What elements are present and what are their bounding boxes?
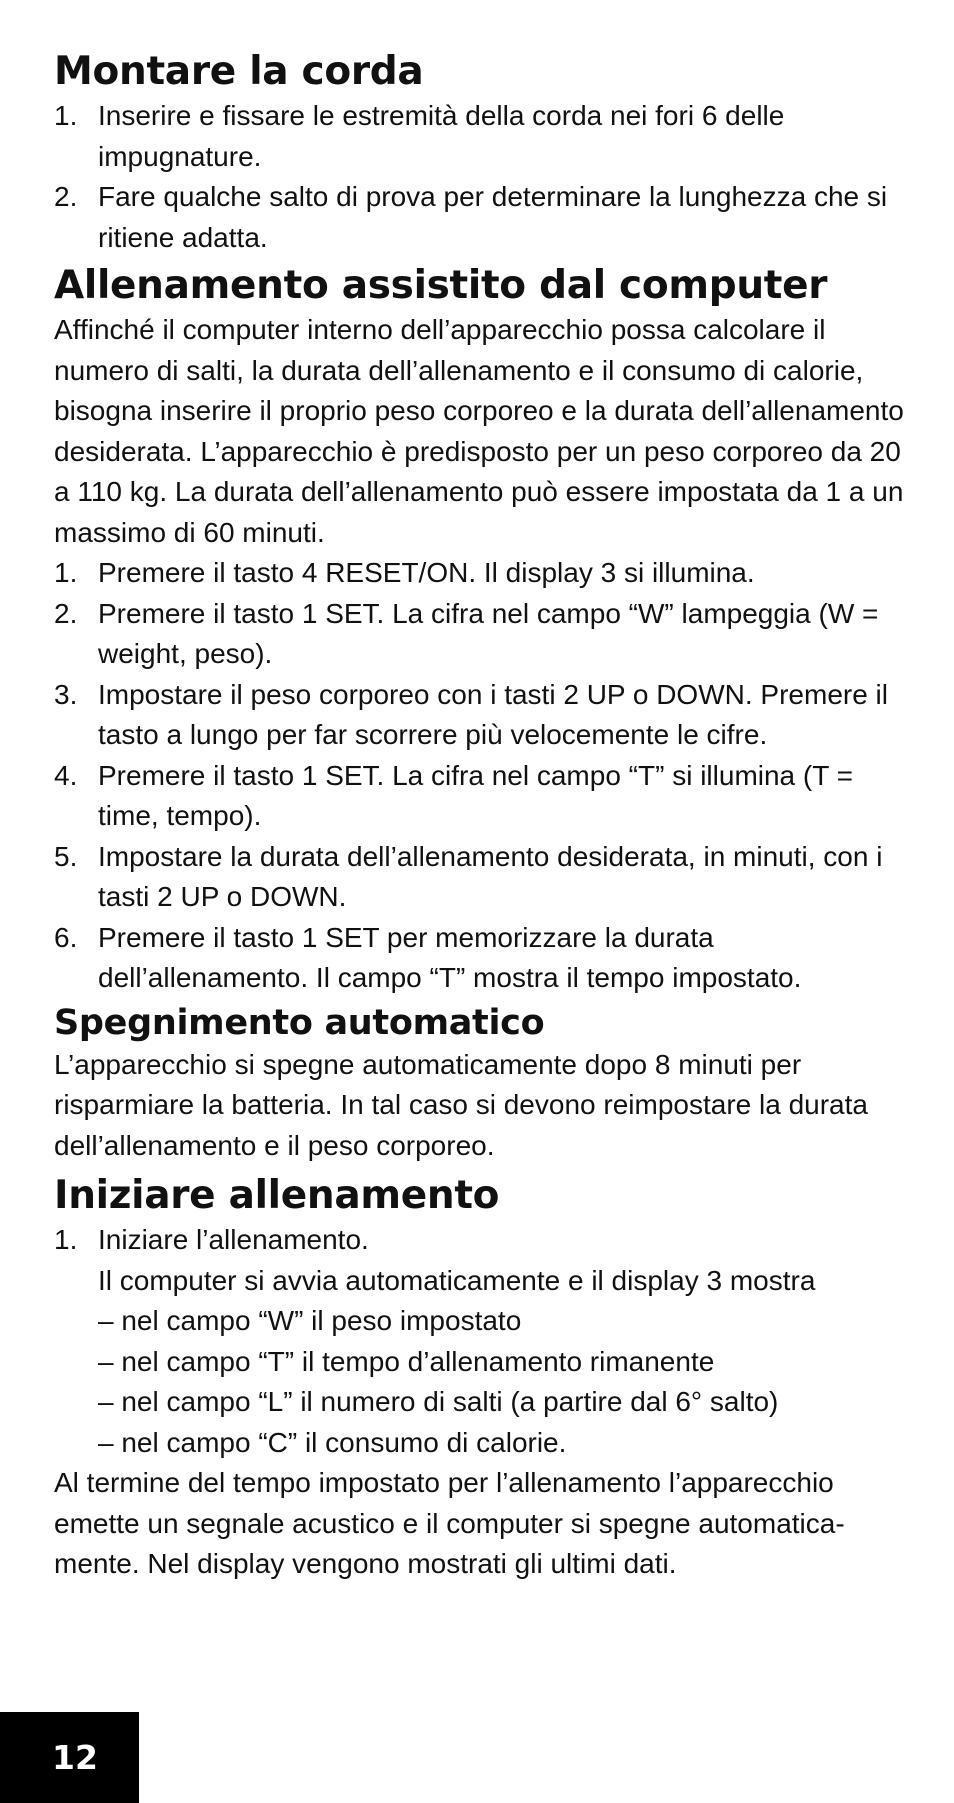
list-number: 2. bbox=[54, 597, 78, 629]
list-number: 3. bbox=[54, 678, 78, 710]
intro-paragraph: Affinché il computer interno dell’apparecchio possa calcolare il numero di salti, la durata dell’allenamento e il consumo di calorie, bisogna inserire il proprio peso corporeo e la durata dell’allenamento desiderata. L’apparecchio è predisposto per un peso corporeo da 20 a 110 kg. La durata dell’allenamento può essere impostata da 1 a un massimo di 60 minuti. bbox=[54, 314, 904, 548]
list-item bbox=[54, 918, 914, 999]
list-item bbox=[54, 756, 914, 837]
list-item bbox=[54, 177, 914, 258]
page-number: 12 bbox=[0, 1712, 139, 1803]
list-text: Fare qualche salto di prova per determinare la lunghezza che si ritiene adatta. bbox=[98, 181, 888, 253]
list-text: Impostare la durata dell’allenamento desiderata, in minuti, con i tasti 2 UP o DOWN. bbox=[98, 840, 883, 912]
list-text: Premere il tasto 1 SET per memorizzare la durata dell’allenamento. Il campo “T” mostra il tempo impostato. bbox=[98, 921, 802, 993]
dash-item: – nel campo “C” il consumo di calorie. bbox=[98, 1426, 567, 1458]
list-item bbox=[54, 553, 914, 594]
list-number: 1. bbox=[54, 100, 78, 131]
list-number: 5. bbox=[54, 840, 78, 872]
dash-item: – nel campo “L” il numero di salti (a partire dal 6° salto) bbox=[98, 1386, 779, 1417]
heading-iniziare-allenamento: Iniziare allenamento bbox=[54, 1173, 500, 1218]
heading-allenamento-assistito: Allenamento assistito dal computer bbox=[54, 263, 828, 308]
list-text: Premere il tasto 1 SET. La cifra nel campo “W” lampeggia (W = weight, peso). bbox=[98, 597, 879, 669]
list-subtext: Il computer si avvia automaticamente e il display 3 mostra bbox=[98, 1264, 816, 1296]
heading-spegnimento-automatico: Spegnimento automatico bbox=[54, 1002, 545, 1043]
list-number: 6. bbox=[54, 921, 78, 953]
list-text: Iniziare l’allenamento. bbox=[98, 1224, 369, 1255]
closing-paragraph: Al termine del tempo impostato per l’allenamento l’apparecchio emette un segnale acustico e il computer si spegne automatica-mente. Nel display vengono mostrati gli ultimi dati. bbox=[54, 1467, 845, 1579]
list-text: Inserire e fissare le estremità della corda nei fori 6 delle impugnature. bbox=[98, 100, 785, 172]
list-number: 1. bbox=[54, 557, 78, 588]
list-item bbox=[54, 594, 914, 675]
list-item bbox=[54, 1220, 914, 1261]
dash-item: – nel campo “T” il tempo d’allenamento rimanente bbox=[98, 1345, 715, 1377]
list-text: Impostare il peso corporeo con i tasti 2 UP o DOWN. Premere il tasto a lungo per far scorrere più velocemente le cifre. bbox=[98, 678, 889, 750]
heading-montare-la-corda: Montare la corda bbox=[54, 49, 424, 94]
list-item bbox=[54, 675, 914, 756]
auto-off-paragraph: L’apparecchio si spegne automaticamente dopo 8 minuti per risparmiare la batteria. In tal caso si devono reimpostare la durata dell’allenamento e il peso corporeo. bbox=[54, 1048, 868, 1161]
list-item bbox=[54, 837, 914, 918]
list-item bbox=[54, 96, 914, 177]
list-number: 1. bbox=[54, 1224, 78, 1255]
manual-page-content bbox=[54, 48, 914, 1585]
dash-item: – nel campo “W” il peso impostato bbox=[98, 1305, 522, 1336]
list-number: 2. bbox=[54, 181, 78, 212]
list-text: Premere il tasto 4 RESET/ON. Il display 3 si illumina. bbox=[98, 557, 755, 588]
list-number: 4. bbox=[54, 759, 78, 791]
list-text: Premere il tasto 1 SET. La cifra nel campo “T” si illumina (T = time, tempo). bbox=[98, 759, 853, 831]
